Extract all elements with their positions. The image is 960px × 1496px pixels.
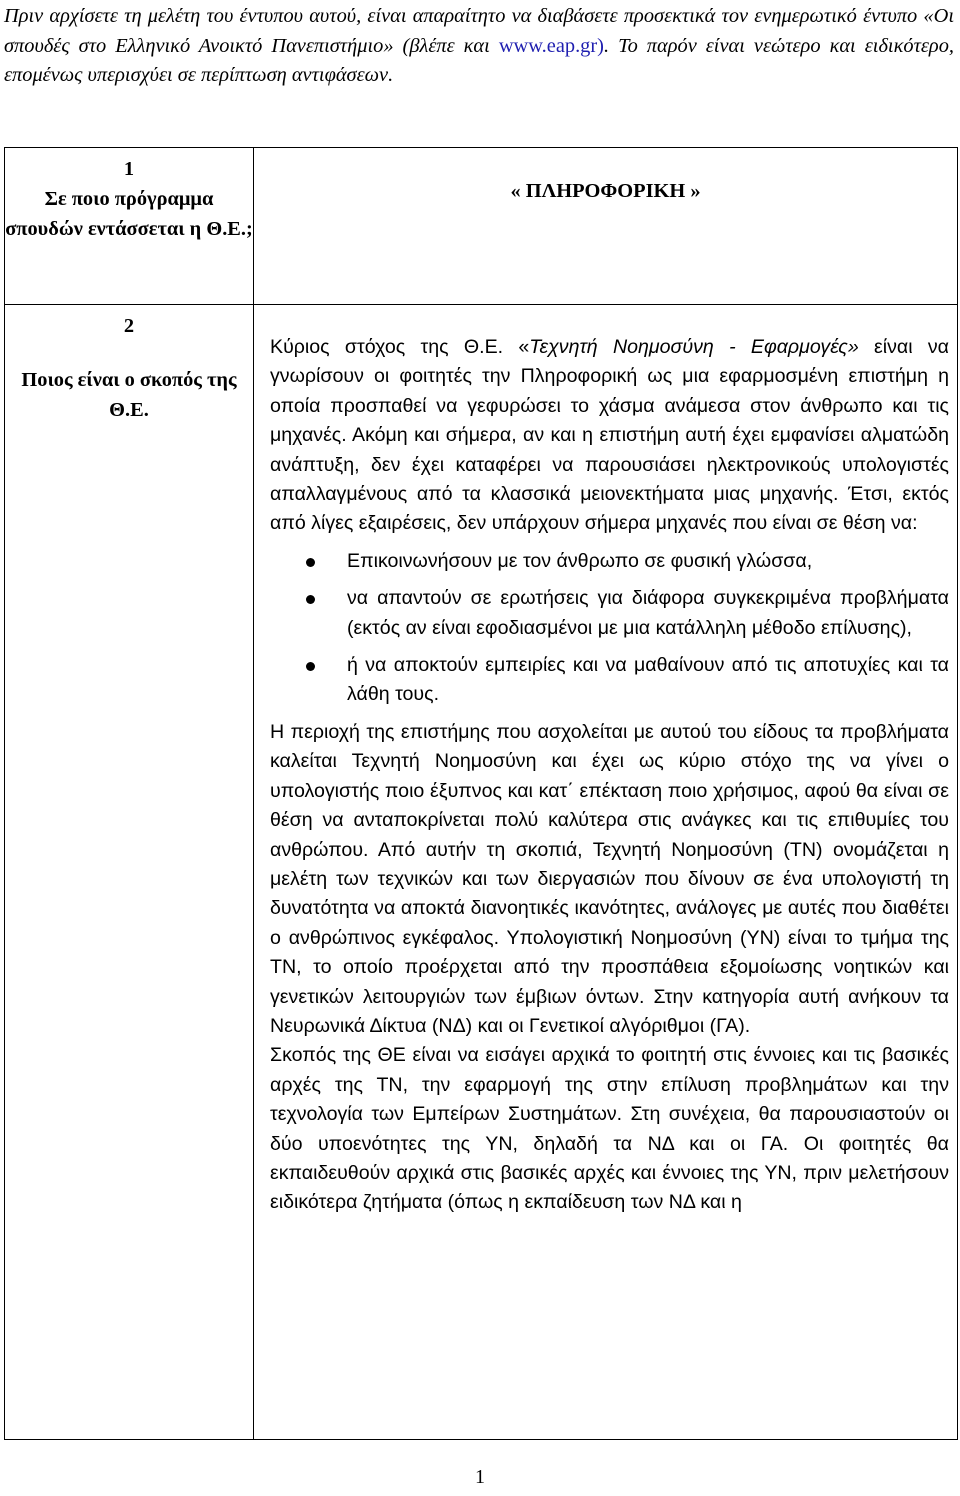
program-title: « ΠΛΗΡΟΦΟΡΙΚΗ » xyxy=(510,180,701,202)
eap-link[interactable]: www.eap.gr) xyxy=(498,34,604,57)
table-row-purpose xyxy=(5,305,958,1440)
question-cell-1 xyxy=(5,148,254,305)
intro-text-before: Πριν αρχίσετε τη μελέτη του έντυπου αυτού, είναι απαραίτητο να διαβάσετε προσεκτικά τον ενημερωτικό έντυπο «Οι σπουδές στο Ελληνικό Ανοικτό Πανεπιστήμιο» (βλέπε και xyxy=(4,5,954,57)
list-item: ή να αποκτούν εμπειρίες και να μαθαίνουν από τις αποτυχίες και τα λάθη τους. xyxy=(270,651,949,710)
purpose-paragraph-2: Η περιοχή της επιστήμης που ασχολείται με αυτού του είδους τα προβλήματα καλείται Τεχνητή Νοημοσύνη και έχει ως κύριο στόχο της να γίνει ο υπολογιστής ποιο έξυπνος και κατ΄ επέκταση ποιο χρήσιμος, αφού θα είναι σε θέση να ανταποκρίνεται πολύ καλύτερα στις ανάγκες και τις επιθυμίες του ανθρώπου. Από αυτήν τη σκοπιά, Τεχνητή Νοημοσύνη (ΤΝ) ονομάζεται η μελέτη των τεχνικών και των διεργασιών που δίνουν σε ένα υπολογιστή τη δυνατότητα να αποκτά διανοητικές ικανότητες, ανάλογες με αυτές που διαθέτει ο ανθρώπινος εγκέφαλος. Υπολογιστική Νοημοσύνη (ΥΝ) είναι το τμήμα της ΤΝ, το οποίο προέρχεται από την προσπάθεια εξομοίωσης νοητικών και γενετικών λειτουργιών των έμβιων όντων. Στην κατηγορία αυτή ανήκουν τα Νευρωνικά Δίκτυα (ΝΔ) και οι Γενετικοί αλγόριθμοι (ΓΑ). xyxy=(270,720,949,1037)
question-number-1: 1 xyxy=(123,158,135,180)
question-text-2: Ποιος είναι ο σκοπός της Θ.Ε. xyxy=(21,369,237,421)
table-row-program xyxy=(5,148,958,305)
intro-paragraph xyxy=(4,2,954,91)
question-cell-2 xyxy=(5,305,254,1440)
answer-cell-1 xyxy=(254,148,958,305)
page-number: 1 xyxy=(475,1466,485,1488)
purpose-paragraph-3: Σκοπός της ΘΕ είναι να εισάγει αρχικά το φοιτητή στις έννοιες και τις βασικές αρχές της ΤΝ, την εφαρμογή της στην επίλυση προβλημάτων και την τεχνολογία των Εμπείρων Συστημάτων. Στη συνέχεια, θα παρουσιαστούν οι δύο υποενότητες της ΥΝ, δηλαδή τα ΝΔ και οι ΓΑ. Οι φοιτητές θα εκπαιδευθούν αρχικά στις βασικές αρχές και έννοιες της ΥΝ, πριν μελετήσουν ειδικότερα ζητήματα (όπως η εκπαίδευση των ΝΔ και η xyxy=(270,1044,949,1214)
purpose-p1-rest: είναι να γνωρίσουν οι φοιτητές την Πληροφορική ως μια εφαρμοσμένη επιστήμη η οποία προσπαθεί να γεφυρώσει το χάσμα ανάμεσα στον άνθρωπο και τις μηχανές. Ακόμη και σήμερα, αν και η επιστήμη αυτή έχει εμφανίσει αλματώδη ανάπτυξη, δεν έχει καταφέρει να παρουσιάσει ηλεκτρονικούς υπολογιστές απαλλαγμένους από τα κλασσικά μειονεκτήματα μιας μηχανής. Έτσι, εκτός από λίγες εξαιρέσεις, δεν υπάρχουν σήμερα μηχανές που είναι σε θέση να: xyxy=(270,336,949,535)
course-title: Τεχνητή Νοημοσύνη - Εφαρμογές» xyxy=(529,336,859,358)
capability-list xyxy=(270,547,949,710)
question-number-2: 2 xyxy=(123,315,135,337)
purpose-paragraph-1 xyxy=(270,333,949,539)
list-item: να απαντούν σε ερωτήσεις για διάφορα συγκεκριμένα προβλήματα (εκτός αν είναι εφοδιασμένοι με μια κατάλληλη μέθοδο επίλυσης), xyxy=(270,584,949,643)
course-info-table xyxy=(4,147,958,1440)
answer-cell-2 xyxy=(254,305,958,1440)
question-text-1: Σε ποιο πρόγραμμα σπουδών εντάσσεται η Θ.Ε.; xyxy=(5,188,253,240)
purpose-p1-start: Κύριος στόχος της Θ.Ε. « xyxy=(270,336,530,358)
list-item: Επικοινωνήσουν με τον άνθρωπο σε φυσική γλώσσα, xyxy=(270,547,949,576)
intro-text-after: . Το παρόν είναι νεώτερο και ειδικότερο, επομένως υπερισχύει σε περίπτωση αντιφάσεων. xyxy=(4,34,954,86)
